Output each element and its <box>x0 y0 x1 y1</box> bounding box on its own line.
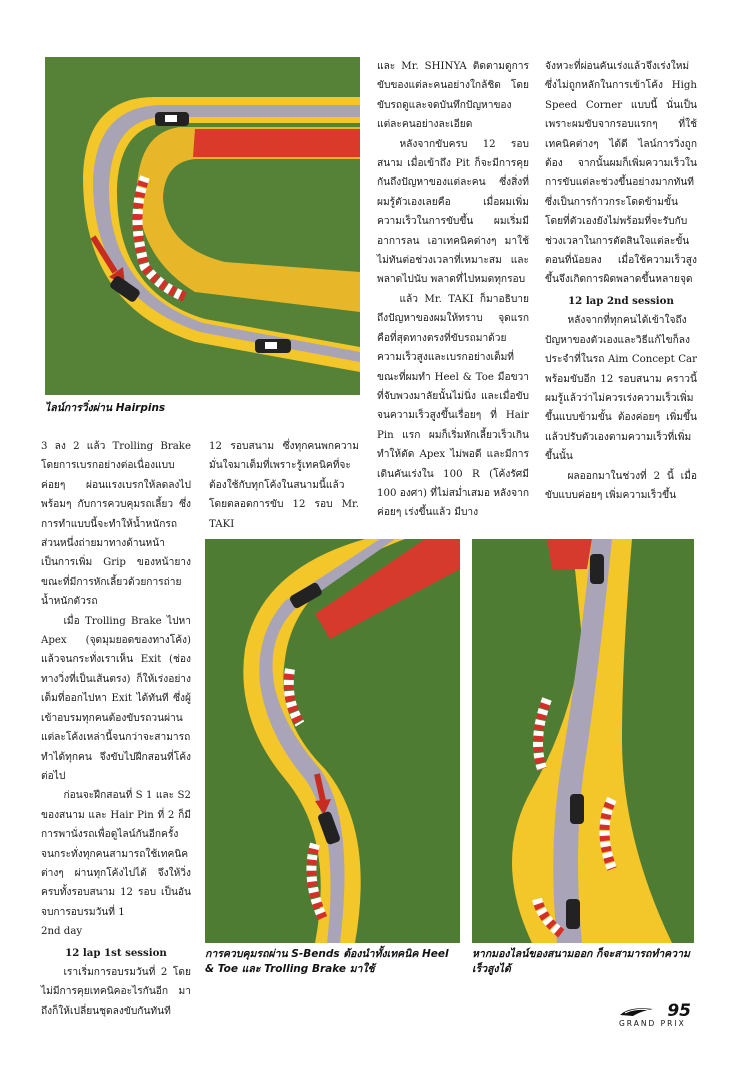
col4-session-heading: 12 lap 2nd session <box>568 294 674 307</box>
text-column-1 <box>41 437 191 1021</box>
col3-paragraph-3: แล้ว Mr. TAKI ก็มาอธิบายถึงปัญหาของผมให้ทราบ จุดแรกคือที่สุดทางตรงที่ขับรถมาด้วยความเร็วสูงและเบรกอย่างเต็มที่ ขณะที่ผมทำ Heel & Toe มือขวาที่จับพวงมาลัยนั้นไม่นิ่ง และเมื่อขับจนความเร็วสูงขึ้นเรื่อยๆ ที่ Hair Pin แรก ผมก็เริ่มหักเลี้ยวเร็วเกินทำให้ตัด Apex ไม่พอดี และมีการเดินคันเร่งใน 100 R (โค้งรัศมี 100 องศา) ที่ไม่สม่ำเสมอ หลังจากค่อยๆ เร่งขึ้นแล้ว มีบาง <box>377 293 529 519</box>
sbends-figure <box>205 539 460 943</box>
col3-paragraph-2: หลังจากขับครบ 12 รอบสนาม เมื่อเข้าถึง Pit ก็จะมีการคุยกันถึงปัญหาของแต่ละคน ซึ่งสิ่งที่ผมรู้ตัวเองเลยคือ เมื่อผมเพิ่มความเร็วในการขับขึ้น ผมเริ่มมีอาการลน เอาเทคนิคต่างๆ มาใช้ไม่ทันต่อช่วงเวลาที่เหมาะสม และพลาดไปนับ พลาดที่ไปหมดทุกรอบ <box>377 138 529 286</box>
magazine-name: GRAND PRIX <box>619 1019 686 1028</box>
text-column-4 <box>545 57 697 505</box>
sbends-caption: การควบคุมรถผ่าน S-Bends ต้องนำทั้งเทคนิค Heel & Toe และ Trolling Brake มาใช้ <box>205 948 449 975</box>
hairpin-caption: ไลน์การวิ่งผ่าน Hairpins <box>45 402 166 414</box>
col4-paragraph-1: จังหวะที่ผ่อนคันเร่งแล้วจึงเร่งใหม่ ซึ่งไม่ถูกหลักในการเข้าโค้ง High Speed Corner แบบนี้ นั่นเป็นเพราะผมขับจากรอบแรกๆ ที่ใช้เทคนิคต่างๆ ได้ดี ไลน์การวิ่งถูกต้อง จากนั้นผมก็เพิ่มความเร็วในการขับแต่ละช่วงขึ้นอย่างมากทันที ซึ่งเป็นการก้าวกระโดดข้ามขั้น โดยที่ตัวเองยังไม่พร้อมที่จะรับกับช่วงเวลาในการตัดสินใจแต่ละขั้นตอนที่น้อยลง เมื่อใช้ความเร็วสูงขึ้นจึงเกิดการผิดพลาดขึ้นหลายจุด <box>545 61 697 286</box>
col1-session-heading: 12 lap 1st session <box>65 946 167 959</box>
fastline-caption: หากมองไลน์ของสนามออก ก็จะสามารถทำความเร็วสูงได้ <box>472 948 690 975</box>
hairpin-figure <box>45 57 360 395</box>
fastline-figure <box>472 539 694 943</box>
text-column-2 <box>209 437 359 534</box>
col1-paragraph-3: ก่อนจะฝึกสอนที่ S 1 และ S2 ของสนาม และ Hair Pin ที่ 2 ก็มีการพานั่งรถเพื่อดูไลน์กันอีกครั้ง จนกระทั่งทุกคนสามารถใช้เทคนิคต่างๆ ผ่านทุกโค้งไปได้ จึงให้วิ่งครบทั้งรอบสนาม 12 รอบ เป็นอันจบการอบรมวันที่ 1 <box>41 790 191 918</box>
fastline-track-illustration <box>472 539 694 943</box>
text-column-3 <box>377 57 529 523</box>
page-number: 95 <box>667 1001 691 1021</box>
col2-paragraph-1: 12 รอบสนาม ซึ่งทุกคนพกความมั่นใจมาเต็มที่เพราะรู้เทคนิคที่จะต้องใช้กับทุกโค้งในสนามนี้แล้ว โดยตลอดการขับ 12 รอบ Mr. TAKI <box>209 441 359 530</box>
col4-paragraph-2: หลังจากที่ทุกคนได้เข้าใจถึงปัญหาของตัวเองและวิธีแก้ไขก็ลงประจำที่ในรถ Aim Concept Car พร้อมขับอีก 12 รอบสนาม คราวนี้ผมรู้แล้วว่าไม่ควรเร่งความเร็วเพิ่มขึ้นแบบข้ามขั้น ต้องค่อยๆ เพิ่มขึ้นแล้วปรับตัวเองตามความเร็วที่เพิ่มขึ้นนั้น <box>545 315 697 463</box>
hairpin-track-illustration <box>45 57 360 395</box>
col1-paragraph-4: เราเริ่มการอบรมวันที่ 2 โดยไม่มีการคุยเทคนิคอะไรกันอีก มาถึงก็ให้เปลี่ยนชุดลงขับกันทันที <box>41 966 191 1017</box>
col1-paragraph-2: เมื่อ Trolling Brake ไปหา Apex (จุดมุมยอดของทางโค้ง) แล้วจนกระทั่งเราเห็น Exit (ช่องทางวิ่งที่เป็นเส้นตรง) ก็ให้เร่งอย่างเต็มที่ออกไปหา Exit ได้ทันที ซึ่งผู้เข้าอบรมทุกคนต้องขับรถวนผ่านแต่ละโค้งเหล่านี้จนกว่าจะสามารถทำได้ทุกคน จึงขับไปฝึกสอนที่โค้งต่อไป <box>41 615 191 782</box>
page-footer <box>617 1003 697 1031</box>
col1-day-label: 2nd day <box>41 926 83 938</box>
col1-paragraph-1: 3 ลง 2 แล้ว Trolling Brake โดยการเบรกอย่างต่อเนื่องแบบค่อยๆ ผ่อนแรงเบรกให้ลดลงไปพร้อมๆ กับการควบคุมรถเลี้ยว ซึ่งการทำแบบนี้จะทำให้น้ำหนักรถส่วนหนึ่งถ่ายมาทางด้านหน้า เป็นการเพิ่ม Grip ของหน้ายางขณะที่มีการหักเลี้ยวด้วยการถ่ายน้ำหนักตัวรถ <box>41 441 191 608</box>
grand-prix-logo-icon <box>619 1005 655 1017</box>
col4-paragraph-3: ผลออกมาในช่วงที่ 2 นี้ เมื่อขับแบบค่อยๆ เพิ่มความเร็วขึ้น <box>545 470 697 501</box>
sbends-track-illustration <box>205 539 460 943</box>
col3-paragraph-1: และ Mr. SHINYA ติดตามดูการขับของแต่ละคนอย่างใกล้ชิด โดยขับรถดูและจดบันทึกปัญหาของแต่ละคนอย่างละเอียด <box>377 61 529 131</box>
